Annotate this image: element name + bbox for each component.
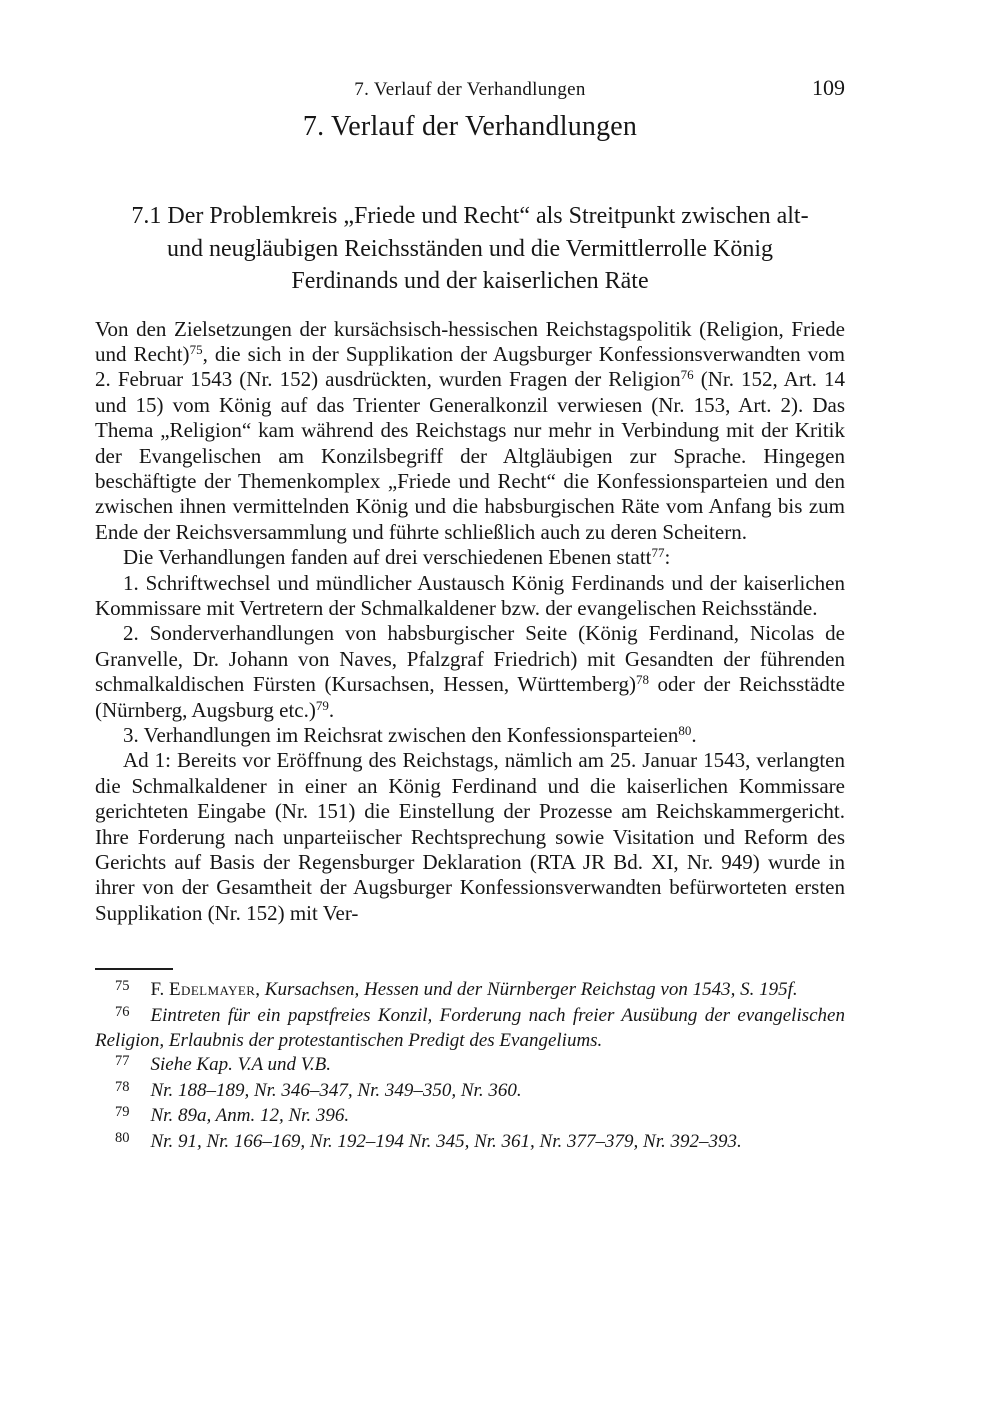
- text-run: 2. Sonderverhandlungen von habsburgischer Seite (König Ferdinand, Nicolas de Granvelle, Dr. Johann von Naves, Pfalzgraf Friedrich) mit Gesandten der führenden schmalkaldischen Fürsten (Kursachsen, Hessen, Württemberg): [95, 621, 845, 697]
- footnote-number: 80: [115, 1129, 130, 1146]
- running-header: 7. Verlauf der Verhandlungen: [354, 79, 586, 100]
- section-title-line: Ferdinands und der kaiserlichen Räte: [291, 268, 649, 294]
- paragraph: [95, 621, 845, 723]
- footnote-reference: 80: [678, 723, 692, 738]
- paragraph: [95, 545, 845, 570]
- footnote: [95, 1004, 845, 1053]
- footnote-number: 78: [115, 1078, 130, 1095]
- footnote: [95, 1053, 845, 1079]
- paragraph: [95, 748, 845, 926]
- text-run: 3. Verhandlungen im Reichsrat zwischen den Konfessionsparteien: [123, 723, 679, 747]
- text-run: , die sich in der Supplikation der Augsburger Konfessionsverwandten vom 2. Februar 1543 (Nr. 152) ausdrückten, wurden Fragen der Religion: [95, 341, 845, 392]
- footnote-reference: 75: [189, 341, 203, 357]
- footnote-reference: 76: [680, 367, 694, 383]
- chapter-title: 7. Verlauf der Verhandlungen: [302, 111, 638, 142]
- footnote-number: 75: [115, 978, 130, 995]
- footnote-reference: 79: [315, 697, 329, 713]
- italic-text: Nr. 188–189, Nr. 346–347, Nr. 349–350, Nr. 360.: [150, 1079, 522, 1101]
- footnotes-block: [95, 978, 845, 1155]
- text-run: Ad 1: Bereits vor Eröffnung des Reichstags, nämlich am 25. Januar 1543, verlangten die Schmalkaldener in einer an König Ferdinand und die kaiserlichen Kommissare gerichteten Eingabe (Nr. 151) die Einstellung der Prozesse am Reichskammergericht. Ihre Forderung nach unparteiischer Rechtsprechung sowie Visitation und Reform des Gerichts auf Basis der Regensburger Deklaration (RTA JR Bd. XI, Nr. 949) wurde in ihrer von der Gesamtheit der Augsburger Konfessionsverwandten befürworteten ersten Supplikation (Nr. 152) mit Ver-: [95, 748, 845, 925]
- page-content: [95, 0, 845, 1155]
- paragraph: [95, 723, 845, 748]
- footnote-reference: 77: [651, 545, 665, 561]
- section-title-line: und neugläubigen Reichsständen und die Vermittlerrolle König: [166, 235, 774, 262]
- text-run: Die Verhandlungen fanden auf drei verschiedenen Ebenen statt: [123, 545, 652, 570]
- text-run: .: [691, 723, 697, 747]
- paragraph: [95, 571, 845, 622]
- footnote: [95, 1079, 845, 1105]
- text-run: 1. Schriftwechsel und mündlicher Austausch König Ferdinands und der kaiserlichen Kommissare mit Vertretern der Schmalkaldener bzw. der evangelischen Reichsstände.: [95, 570, 845, 620]
- footnote-number: 76: [115, 1003, 130, 1020]
- footnote: [95, 1104, 845, 1130]
- footnote-number: 79: [115, 1104, 130, 1121]
- italic-text: Siehe Kap. V.A und V.B.: [150, 1054, 331, 1076]
- footnote-separator-rule: [95, 968, 173, 970]
- text-run: (Nr. 152, Art. 14 und 15) vom König auf das Trienter Generalkonzil verwiesen (Nr. 153, Art. 2). Das Thema „Religion“ kam während des Reichstags nur mehr in Verbindung mit der Kritik der Evangelischen am Konzilsbegriff der Altgläubigen zur Sprache. Hingegen beschäftigte der Themenkomplex „Friede und Recht“ die Konfessionsparteien und den zwischen ihnen vermittelnden König und die habsburgischen Räte vom Anfang bis zum Ende der Reichsversammlung und führte schließlich auch zu deren Scheitern.: [95, 367, 846, 544]
- body-text: [95, 317, 845, 927]
- section-title: [95, 200, 845, 298]
- text-run: oder der Reichsstädte (Nürnberg, Augsburg etc.): [95, 672, 845, 722]
- text-run: F.: [150, 979, 170, 1001]
- text-run: ,: [255, 979, 265, 1001]
- footnote: [95, 1130, 845, 1156]
- text-run: :: [664, 545, 671, 570]
- text-run: Von den Zielsetzungen der kursächsisch-hessischen Reichstagspolitik (Religion, Friede und Recht): [95, 316, 845, 366]
- text-run: .: [328, 697, 335, 722]
- italic-text: Kursachsen, Hessen und der Nürnberger Reichstag von 1543, S. 195f.: [264, 979, 798, 1001]
- italic-text: Eintreten für ein papstfreies Konzil, Forderung nach freier Ausübung der evangelischen Religion, Erlaubnis der protestantischen Predigt des Evangeliums.: [95, 1004, 845, 1052]
- paragraph: [95, 317, 845, 546]
- footnote: [95, 978, 845, 1004]
- italic-text: Nr. 91, Nr. 166–169, Nr. 192–194 Nr. 345, Nr. 361, Nr. 377–379, Nr. 392–393.: [150, 1130, 742, 1152]
- footnote-number: 77: [115, 1053, 130, 1070]
- footnote-reference: 78: [635, 672, 649, 688]
- smallcaps-text: Edelmayer: [169, 979, 256, 1001]
- page-number: 109: [812, 75, 845, 100]
- italic-text: Nr. 89a, Anm. 12, Nr. 396.: [150, 1105, 350, 1127]
- section-title-line: 7.1 Der Problemkreis „Friede und Recht“ als Streitpunkt zwischen alt-: [131, 203, 809, 229]
